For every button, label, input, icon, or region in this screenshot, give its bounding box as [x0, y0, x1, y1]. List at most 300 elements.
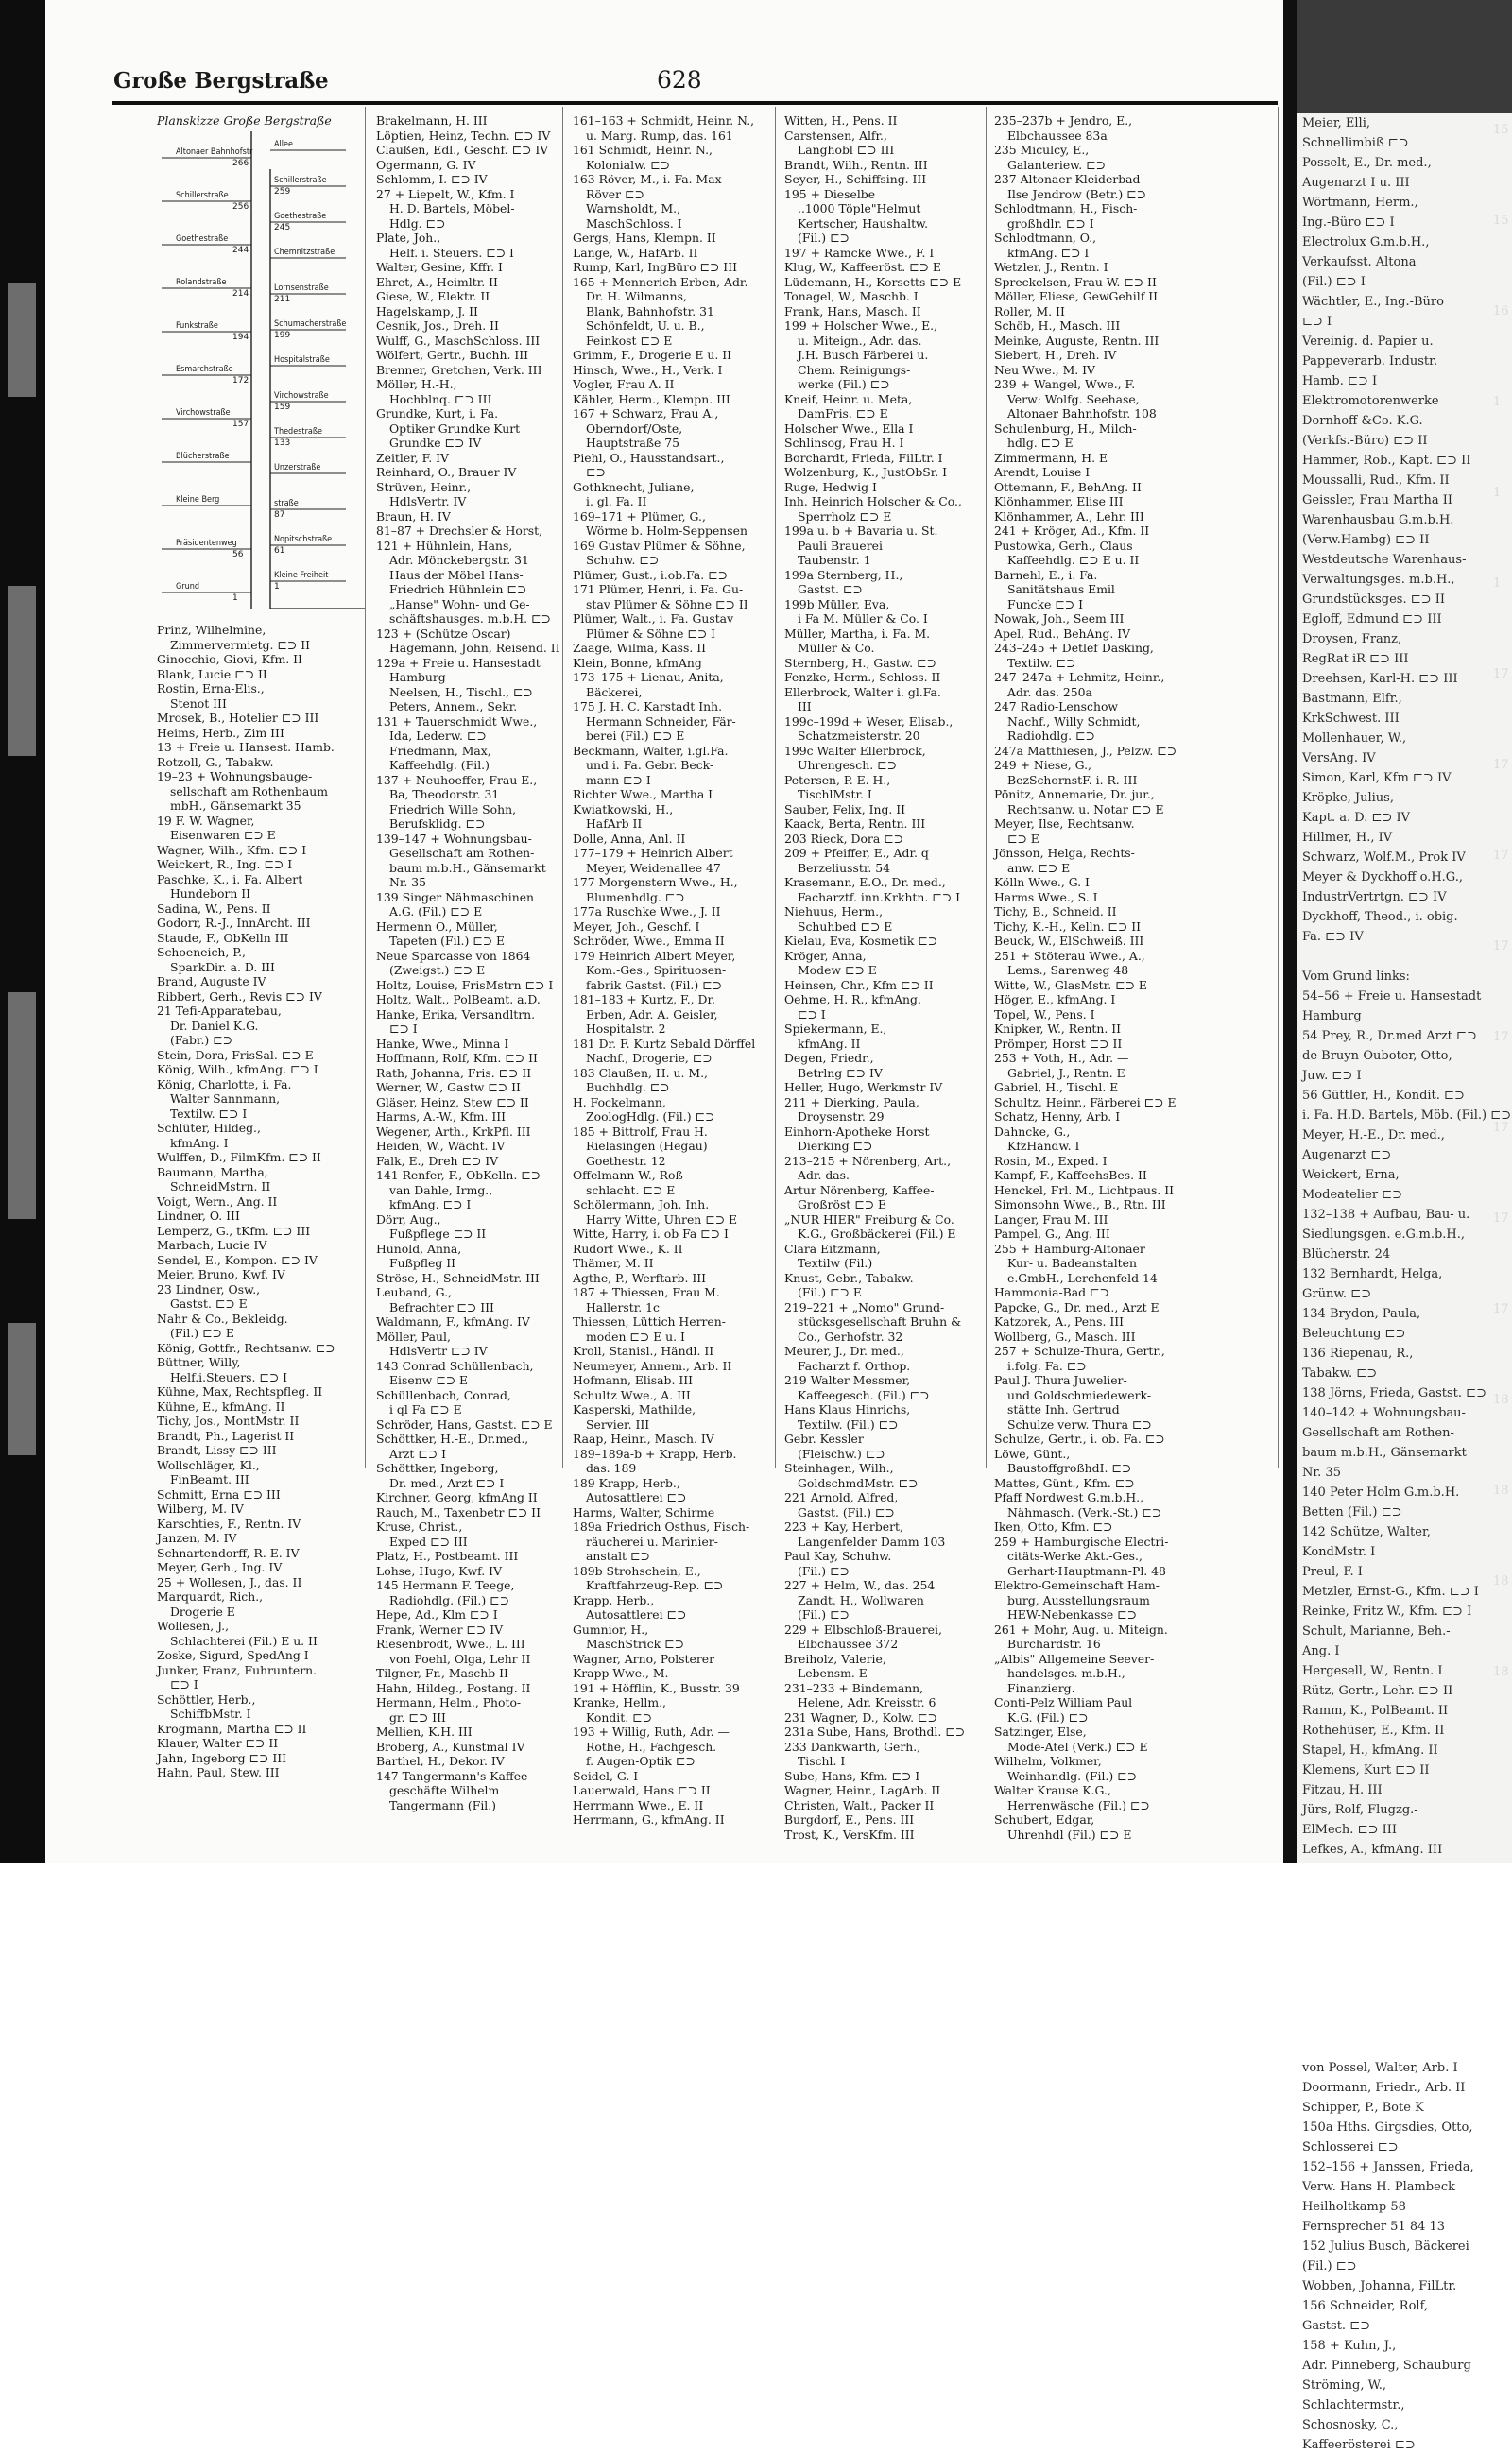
directory-entry: burg, Ausstellungsraum — [1007, 1592, 1150, 1607]
directory-entry: Rütz, Gertr., Lehr. ⊏⊃ II — [1302, 1684, 1453, 1698]
directory-entry: 247a Matthiesen, J., Pelzw. ⊏⊃ — [994, 743, 1177, 758]
directory-entry: TischlMstr. I — [798, 787, 872, 801]
sketch-house-number: 194 — [232, 333, 249, 342]
directory-entry: Herrenwäsche (Fil.) ⊏⊃ — [1007, 1797, 1150, 1812]
directory-entry: 173–175 + Lienau, Anita, — [573, 670, 724, 684]
directory-entry: Harry Witte, Uhren ⊏⊃ E — [586, 1211, 738, 1227]
directory-entry: Kasperski, Mathilde, — [573, 1402, 696, 1416]
sketch-house-number: 1 — [274, 582, 280, 592]
directory-entry: Wölfert, Gertr., Buchh. III — [376, 348, 529, 362]
directory-entry: Neu Wwe., M. IV — [994, 362, 1095, 377]
scan-artifact — [8, 283, 36, 397]
directory-entry: KondMstr. I — [1302, 1545, 1376, 1559]
directory-entry: (Fil.) ⊏⊃ — [1302, 2259, 1357, 2274]
directory-entry: Taubenstr. 1 — [798, 553, 871, 567]
directory-entry: Kolonialw. ⊏⊃ — [586, 157, 670, 172]
directory-entry: fabrik Gastst. (Fil.) ⊏⊃ — [586, 977, 723, 992]
directory-entry: „NUR HIER" Freiburg & Co. — [784, 1211, 954, 1227]
sketch-house-number: 266 — [232, 159, 249, 168]
directory-entry: 81–87 + Drechsler & Horst, — [376, 524, 543, 538]
directory-entry: Kähler, Herm., Klempn. III — [573, 391, 730, 406]
directory-entry: Dr. Daniel K.G. — [170, 1018, 259, 1033]
directory-entry: Simonsohn Wwe., B., Rtn. III — [994, 1197, 1166, 1211]
directory-entry: Juw. ⊏⊃ I — [1302, 1069, 1362, 1083]
directory-entry: 199c Walter Ellerbrock, — [784, 743, 926, 758]
directory-entry: 249 + Niese, G., — [994, 758, 1091, 772]
directory-entry: Preul, F. I — [1302, 1565, 1363, 1579]
directory-entry: 13 + Freie u. Hansest. Hamb. — [157, 740, 335, 754]
adjacent-page-number: 1 — [1493, 395, 1502, 409]
directory-entry: 227 + Helm, W., das. 254 — [784, 1578, 936, 1592]
directory-entry: Jürs, Rolf, Flugzg.- — [1302, 1803, 1418, 1817]
directory-entry: handelsges. m.b.H., — [1007, 1666, 1125, 1680]
sketch-street-label: Thedestraße — [274, 427, 322, 437]
column-divider — [1278, 107, 1279, 1468]
directory-entry: J.H. Busch Färberei u. — [798, 348, 929, 362]
directory-entry: Elbchaussee 83a — [1007, 128, 1108, 143]
directory-entry: Burchardstr. 16 — [1007, 1637, 1101, 1651]
directory-entry: 56 Güttler, H., Kondit. ⊏⊃ — [1302, 1089, 1465, 1103]
directory-entry: Kröpke, Julius, — [1302, 791, 1394, 805]
directory-entry: Wagner, Heinr., LagArb. II — [784, 1783, 941, 1797]
adjacent-page-number: 1 — [1493, 486, 1502, 500]
directory-entry: Schatz, Henny, Arb. I — [994, 1109, 1121, 1124]
directory-entry: Mollenhauer, W., — [1302, 731, 1407, 746]
directory-entry: (Zweigst.) ⊏⊃ E — [389, 963, 486, 977]
directory-entry: Kranke, Hellm., — [573, 1695, 666, 1709]
directory-entry: 243–245 + Detlef Dasking, — [994, 641, 1154, 655]
directory-entry: Finanzierg. — [1007, 1680, 1075, 1695]
directory-entry: H. D. Bartels, Möbel- — [389, 201, 515, 215]
directory-entry: Peters, Annem., Sekr. — [389, 699, 518, 713]
sketch-house-number: 172 — [232, 376, 249, 386]
directory-entry: Galanteriew. ⊏⊃ — [1007, 157, 1107, 172]
directory-entry: gr. ⊏⊃ III — [389, 1709, 446, 1725]
directory-entry: Dr. med., Arzt ⊏⊃ I — [389, 1475, 505, 1490]
directory-entry: Helf.i.Steuers. ⊏⊃ I — [170, 1369, 288, 1384]
directory-entry: Nähmasch. (Verk.-St.) ⊏⊃ — [1007, 1504, 1162, 1519]
directory-entry: Wörme b. Holm-Seppensen — [586, 524, 747, 538]
directory-entry: Ottemann, F., BehAng. II — [994, 479, 1142, 494]
directory-entry: sellschaft am Rothenbaum — [170, 783, 328, 798]
directory-entry: Röver ⊏⊃ — [586, 186, 644, 201]
directory-entry: Gesellschaft am Rothen- — [389, 846, 535, 860]
directory-entry: Vogler, Frau A. II — [573, 377, 675, 391]
directory-entry: 54 Prey, R., Dr.med Arzt ⊏⊃ — [1302, 1029, 1477, 1043]
sketch-house-number: 159 — [274, 403, 291, 412]
directory-entry: Spiekermann, E., — [784, 1021, 887, 1036]
directory-column-2 — [376, 113, 560, 1812]
directory-entry: Gastst. ⊏⊃ E — [170, 1296, 248, 1311]
street-sketch-map — [157, 131, 389, 623]
directory-entry: 251 + Stöterau Wwe., A., — [994, 948, 1145, 963]
directory-entry: Grünw. ⊏⊃ — [1302, 1287, 1372, 1301]
directory-entry: 169 Gustav Plümer & Söhne, — [573, 538, 746, 553]
directory-entry: Platz, H., Postbeamt. III — [376, 1549, 519, 1563]
directory-entry: e.GmbH., Lerchenfeld 14 — [1007, 1270, 1158, 1285]
directory-entry: 247 Radio-Lenschow — [994, 699, 1119, 713]
directory-entry: 187 + Thiessen, Frau M. — [573, 1285, 720, 1299]
directory-entry: Lebensm. E — [798, 1666, 868, 1680]
directory-entry: 141 Renfer, F., ObKelln. ⊏⊃ — [376, 1168, 541, 1182]
directory-entry: Strüven, Heinr., — [376, 479, 472, 494]
directory-entry: 150a Hths. Girgsdies, Otto, — [1302, 2120, 1473, 2135]
page-number: 628 — [657, 66, 702, 94]
directory-entry: Krapp Wwe., M. — [573, 1666, 669, 1680]
directory-entry: Gothknecht, Juliane, — [573, 479, 695, 494]
directory-entry: Großröst ⊏⊃ E — [798, 1197, 887, 1211]
sketch-house-number: 256 — [232, 202, 249, 212]
directory-entry: Buchhdlg. ⊏⊃ — [586, 1080, 670, 1094]
directory-entry: 259 + Hamburgische Electri- — [994, 1534, 1169, 1549]
directory-entry: Knust, Gebr., Tabakw. — [784, 1270, 914, 1285]
directory-entry: Hochblnq. ⊏⊃ III — [389, 391, 492, 406]
directory-entry: Kühne, Max, Rechtspfleg. II — [157, 1384, 323, 1399]
directory-entry: Kertscher, Haushaltw. — [798, 215, 929, 231]
directory-entry: Simon, Karl, Kfm ⊏⊃ IV — [1302, 771, 1452, 785]
directory-entry: Eisenwaren ⊏⊃ E — [170, 828, 276, 842]
directory-entry: Hamb. ⊏⊃ I — [1302, 374, 1378, 388]
directory-entry: Seidel, G. I — [573, 1768, 639, 1783]
directory-entry: 131 + Tauerschmidt Wwe., — [376, 713, 538, 729]
directory-entry: Kur- u. Badeanstalten — [1007, 1256, 1137, 1270]
directory-entry: Staude, F., ObKelln III — [157, 930, 289, 945]
directory-entry: HdlsVertr ⊏⊃ IV — [389, 1344, 488, 1358]
adjacent-page-number: 1 — [1493, 576, 1502, 591]
directory-entry: Blücherstr. 24 — [1302, 1247, 1391, 1262]
directory-entry: Jönsson, Helga, Rechts- — [994, 846, 1135, 860]
directory-entry: 189 Krapp, Herb., — [573, 1475, 680, 1490]
directory-entry: Wobben, Johanna, FilLtr. — [1302, 2279, 1457, 2293]
directory-entry: A.G. (Fil.) ⊏⊃ E — [389, 904, 483, 918]
directory-entry: Topel, W., Pens. I — [994, 1006, 1095, 1021]
directory-entry: Schnellimbiß ⊏⊃ — [1302, 136, 1409, 150]
directory-entry: Befrachter ⊏⊃ III — [389, 1299, 494, 1314]
directory-entry: Krasemann, E.O., Dr. med., — [784, 875, 946, 889]
sketch-street-label: Grund — [176, 582, 200, 592]
scan-artifact — [8, 586, 36, 756]
sketch-house-number: 199 — [274, 331, 291, 340]
directory-entry: Einhorn-Apotheke Horst — [784, 1124, 930, 1139]
directory-entry: Paschke, K., i. Fa. Albert — [157, 871, 303, 886]
directory-entry: 247–247a + Lehmitz, Heinr., — [994, 670, 1165, 684]
adjacent-page-number: 16 — [1493, 304, 1509, 318]
directory-entry: Herrmann Wwe., E. II — [573, 1797, 704, 1812]
directory-entry: 213–215 + Nörenberg, Art., — [784, 1153, 952, 1168]
directory-entry: Hallerstr. 1c — [586, 1299, 660, 1314]
directory-entry: Walter Krause K.G., — [994, 1783, 1111, 1797]
directory-entry: Weinhandlg. (Fil.) ⊏⊃ — [1007, 1768, 1137, 1783]
directory-entry: Fenzke, Herm., Schloss. II — [784, 670, 941, 684]
directory-entry: Brand, Auguste IV — [157, 974, 266, 988]
directory-entry: 229 + Elbschloß-Brauerei, — [784, 1622, 942, 1637]
directory-entry: Plümer & Söhne ⊏⊃ I — [586, 626, 716, 641]
directory-entry: Egloff, Edmund ⊏⊃ III — [1302, 612, 1442, 627]
directory-entry: i.folg. Fa. ⊏⊃ — [1007, 1358, 1087, 1373]
directory-entry: Nahr & Co., Bekleidg. — [157, 1311, 288, 1326]
directory-entry: ⊏⊃ I — [170, 1677, 198, 1691]
directory-entry: Witte, Harry, i. ob Fa ⊏⊃ I — [573, 1227, 729, 1241]
sketch-house-number: 245 — [274, 223, 291, 232]
directory-entry: Tischl. I — [798, 1754, 846, 1768]
directory-entry: berei (Fil.) ⊏⊃ E — [586, 729, 685, 743]
directory-entry: 179 Heinrich Albert Meyer, — [573, 948, 736, 963]
directory-entry: Sendel, E., Kompon. ⊏⊃ IV — [157, 1252, 318, 1267]
directory-entry: Gerhart-Hauptmann-Pl. 48 — [1007, 1563, 1166, 1578]
directory-entry: Marbach, Lucie IV — [157, 1238, 267, 1252]
directory-entry: Schröder, Hans, Gastst. ⊏⊃ E — [376, 1416, 553, 1432]
directory-entry: Verw. Hans H. Plambeck — [1302, 2180, 1455, 2194]
directory-entry: Broberg, A., Kunstmal IV — [376, 1739, 525, 1754]
directory-entry: Sanitätshaus Emil — [1007, 582, 1115, 596]
directory-entry: Kaffeerösterei ⊏⊃ — [1302, 2438, 1416, 2452]
directory-entry: König, Wilh., kfmAng. ⊏⊃ I — [157, 1062, 318, 1076]
directory-entry: Papcke, G., Dr. med., Arzt E — [994, 1299, 1160, 1314]
directory-entry: Kirchner, Georg, kfmAng II — [376, 1490, 538, 1504]
directory-entry: 199 + Holscher Wwe., E., — [784, 318, 938, 333]
directory-entry: Gastst. ⊏⊃ — [1302, 2319, 1371, 2333]
directory-entry: Gastst. ⊏⊃ — [798, 582, 863, 596]
directory-entry: Nachf., Drogerie, ⊏⊃ — [586, 1051, 713, 1065]
directory-entry: IndustrVertrtgn. ⊏⊃ IV — [1302, 890, 1447, 904]
directory-entry: Klönhammer, Elise III — [994, 494, 1124, 508]
sketch-street-label: Blücherstraße — [176, 452, 230, 461]
directory-entry: Frank, Werner ⊏⊃ IV — [376, 1622, 504, 1637]
directory-entry: Dyckhoff, Theod., i. obig. — [1302, 910, 1458, 924]
directory-entry: 185 + Bittrolf, Frau H. — [573, 1124, 708, 1139]
directory-entry: Warenhausbau G.m.b.H. — [1302, 513, 1454, 527]
directory-entry: Arzt ⊏⊃ I — [389, 1446, 447, 1461]
directory-entry: 199b Müller, Eva, — [784, 596, 890, 611]
directory-entry: 165 + Mennerich Erben, Adr. — [573, 274, 748, 289]
directory-entry: Meyer, H.-E., Dr. med., — [1302, 1128, 1445, 1142]
sketch-street-label: Hospitalstraße — [274, 355, 330, 365]
directory-entry: Elbchaussee 372 — [798, 1637, 899, 1651]
directory-entry: Roller, M. II — [994, 303, 1065, 318]
directory-entry: 123 + (Schütze Oscar) — [376, 626, 511, 641]
sketch-street-label: Schillerstraße — [274, 176, 327, 185]
directory-entry: 219–221 + „Nomo" Grund- — [784, 1299, 945, 1314]
directory-entry: Thiessen, Lüttich Herren- — [573, 1314, 726, 1329]
directory-entry: Brakelmann, H. III — [376, 113, 488, 128]
directory-entry: „Hanse" Wohn- und Ge- — [389, 596, 530, 611]
directory-entry: Funcke ⊏⊃ I — [1007, 596, 1083, 611]
directory-entry: RegRat iR ⊏⊃ III — [1302, 652, 1409, 666]
directory-entry: Hergesell, W., Rentn. I — [1302, 1664, 1443, 1678]
directory-entry: Sube, Hans, Kfm. ⊏⊃ I — [784, 1768, 920, 1783]
directory-entry: Gumnior, H., — [573, 1622, 649, 1637]
directory-entry: Wetzler, J., Rentn. I — [994, 260, 1108, 274]
directory-entry: moden ⊏⊃ E u. I — [586, 1329, 685, 1344]
directory-entry: Prömper, Horst ⊏⊃ II — [994, 1036, 1123, 1051]
directory-entry: Schmitt, Erna ⊏⊃ III — [157, 1486, 281, 1502]
directory-entry: Junker, Franz, Fuhruntern. — [157, 1662, 318, 1677]
directory-entry: Katzorek, A., Pens. III — [994, 1314, 1125, 1329]
directory-entry: Voigt, Wern., Ang. II — [157, 1193, 278, 1209]
directory-entry: 257 + Schulze-Thura, Gertr., — [994, 1344, 1165, 1358]
directory-entry: i ql Fa ⊏⊃ E — [389, 1402, 462, 1416]
directory-entry: de Bruyn-Ouboter, Otto, — [1302, 1049, 1452, 1063]
directory-entry: Witte, W., GlasMstr. ⊏⊃ E — [994, 977, 1147, 992]
directory-entry: Modeatelier ⊏⊃ — [1302, 1188, 1403, 1202]
directory-entry: Kapt. a. D. ⊏⊃ IV — [1302, 811, 1411, 825]
directory-entry: (Fil.) ⊏⊃ — [798, 231, 850, 245]
directory-entry: K.G. (Fil.) ⊏⊃ — [1007, 1709, 1089, 1725]
directory-entry: Herrmann, G., kfmAng. II — [573, 1812, 725, 1827]
directory-entry: Tonagel, W., Maschb. I — [784, 289, 919, 303]
directory-entry: Meyer & Dyckhoff o.H.G., — [1302, 870, 1463, 884]
directory-entry: Harms, A.-W., Kfm. III — [376, 1109, 507, 1124]
directory-entry: Riesenbrodt, Wwe., L. III — [376, 1637, 525, 1651]
directory-entry: Sperrholz ⊏⊃ E — [798, 508, 892, 524]
directory-entry: „Albis" Allgemeine Seever- — [994, 1651, 1155, 1666]
directory-entry: Verkaufsst. Altona — [1302, 255, 1417, 269]
sketch-street-label: Präsidentenweg — [176, 539, 237, 548]
directory-entry: Augenarzt ⊏⊃ — [1302, 1148, 1392, 1162]
directory-entry: Friedrich Wille Sohn, — [389, 801, 517, 816]
directory-entry: Wolzenburg, K., JustObSr. I — [784, 465, 948, 479]
directory-entry: ZoologHdlg. (Fil.) ⊏⊃ — [586, 1109, 715, 1124]
directory-entry: Artur Nörenberg, Kaffee- — [784, 1182, 935, 1197]
directory-entry: Christen, Walt., Packer II — [784, 1797, 935, 1812]
directory-entry: Heilholtkamp 58 — [1302, 2200, 1406, 2214]
directory-entry: 261 + Mohr, Aug. u. Miteign. — [994, 1622, 1168, 1637]
directory-entry: Wächtler, E., Ing.-Büro — [1302, 295, 1444, 309]
directory-entry: Seyer, H., Schiffsing. III — [784, 172, 927, 186]
directory-entry: Geissler, Frau Martha II — [1302, 493, 1452, 507]
directory-entry: Hamburg — [1302, 1009, 1362, 1023]
directory-entry: Tapeten (Fil.) ⊏⊃ E — [389, 934, 506, 948]
directory-entry: Hammer, Rob., Kapt. ⊏⊃ II — [1302, 454, 1471, 468]
directory-entry: ⊏⊃ I — [1302, 315, 1332, 329]
directory-entry: Knipker, W., Rentn. II — [994, 1021, 1122, 1036]
directory-entry: Adr. das. — [798, 1168, 850, 1182]
directory-entry: Pustowka, Gerh., Claus — [994, 538, 1133, 553]
directory-entry: das. 189 — [586, 1461, 637, 1475]
directory-entry: Thämer, M. II — [573, 1256, 654, 1270]
directory-entry: kfmAng. ⊏⊃ I — [1007, 245, 1090, 260]
directory-entry: Kühne, E., kfmAng. II — [157, 1399, 285, 1414]
directory-entry: Warnsholdt, M., — [586, 201, 681, 215]
directory-column-1 — [157, 113, 363, 1779]
directory-entry: (Fleischw.) ⊏⊃ — [798, 1446, 885, 1461]
directory-entry: 189–189a-b + Krapp, Herb. — [573, 1446, 737, 1461]
directory-entry: Weickert, Erna, — [1302, 1168, 1400, 1182]
directory-entry: 132 Bernhardt, Helga, — [1302, 1267, 1443, 1281]
directory-entry: 193 + Willig, Ruth, Adr. — — [573, 1725, 730, 1739]
directory-entry: 147 Tangermann's Kaffee- — [376, 1768, 532, 1783]
directory-entry: HdlsVertr. IV — [389, 494, 467, 508]
directory-entry: Dörr, Aug., — [376, 1211, 441, 1227]
entry-list — [157, 623, 363, 1780]
directory-entry: 181–183 + Kurtz, F., Dr. — [573, 992, 715, 1006]
directory-entry: Dolle, Anna, Anl. II — [573, 831, 686, 846]
directory-entry: KrkSchwest. III — [1302, 712, 1400, 726]
directory-entry: Weickert, R., Ing. ⊏⊃ I — [157, 857, 293, 871]
directory-entry: kfmAng. ⊏⊃ I — [389, 1197, 472, 1211]
sketch-street-label: Rolandstraße — [176, 278, 227, 287]
directory-entry: Vom Grund links: — [1302, 970, 1410, 984]
directory-entry: Hinsch, Wwe., H., Verk. I — [573, 362, 723, 377]
directory-entry: Gergs, Hans, Klempn. II — [573, 231, 716, 245]
directory-entry: Schipper, P., Bote K — [1302, 2101, 1424, 2115]
adjacent-page-number: 17 — [1493, 939, 1509, 953]
sketch-house-number: 61 — [274, 546, 285, 556]
directory-entry: Hofmann, Elisab. III — [573, 1373, 694, 1387]
directory-entry: 209 + Pfeiffer, E., Adr. q — [784, 846, 929, 860]
directory-entry: 235 Miculcy, E., — [994, 143, 1090, 157]
directory-entry: Schatzmeisterstr. 20 — [798, 729, 920, 743]
sketch-street-label: Chemnitzstraße — [274, 248, 335, 257]
directory-entry: Ogermann, G. IV — [376, 157, 476, 172]
directory-entry: Schlomm, I. ⊏⊃ IV — [376, 172, 488, 186]
directory-entry: 145 Hermann F. Teege, — [376, 1578, 515, 1592]
directory-entry: Haus der Möbel Hans- — [389, 567, 524, 582]
directory-entry: Möller, H.-H., — [376, 377, 457, 391]
directory-entry: Kaffeehdlg. (Fil.) — [389, 758, 490, 772]
directory-entry: BaustoffgroßhdI. ⊏⊃ — [1007, 1461, 1132, 1475]
directory-entry: Pauli Brauerei — [798, 538, 883, 553]
directory-entry: Kaffeegesch. (Fil.) ⊏⊃ — [798, 1387, 930, 1402]
sketch-street-label: Funkstraße — [176, 321, 218, 331]
directory-entry: 167 + Schwarz, Frau A., — [573, 406, 719, 421]
directory-entry: Nr. 35 — [1302, 1466, 1341, 1480]
directory-entry: 23 Lindner, Osw., — [157, 1281, 261, 1296]
directory-entry: Nr. 35 — [389, 875, 427, 889]
directory-entry: Dreehsen, Karl-H. ⊏⊃ III — [1302, 672, 1458, 686]
directory-entry: 163 Röver, M., i. Fa. Max — [573, 172, 722, 186]
directory-entry: Degen, Friedr., — [784, 1051, 874, 1065]
directory-entry: Servier. III — [586, 1416, 650, 1432]
directory-entry: 239 + Wangel, Wwe., F. — [994, 377, 1136, 391]
directory-entry: Richter Wwe., Martha I — [573, 787, 713, 801]
directory-entry: 211 + Dierking, Paula, — [784, 1094, 919, 1109]
directory-entry: von Possel, Walter, Arb. I — [1302, 2061, 1458, 2075]
directory-column-5 — [994, 113, 1274, 1842]
directory-entry: Rechtsanw. u. Notar ⊏⊃ E — [1007, 801, 1164, 816]
directory-entry: 183 Claußen, H. u. M., — [573, 1065, 708, 1080]
directory-entry: Radiohdlg. ⊏⊃ — [1007, 729, 1095, 743]
directory-entry: Petersen, P. E. H., — [784, 772, 891, 787]
directory-entry: Kielau, Eva, Kosmetik ⊏⊃ — [784, 934, 938, 948]
scan-artifact — [8, 1323, 36, 1455]
adjacent-page-number: 17 — [1493, 1121, 1509, 1135]
directory-entry: Lefkes, A., kfmAng. III — [1302, 1843, 1443, 1857]
adjacent-page-number: 17 — [1493, 1030, 1509, 1044]
directory-entry: Lange, W., HafArb. II — [573, 245, 698, 260]
directory-entry: Lemperz, G., tKfm. ⊏⊃ III — [157, 1223, 311, 1238]
directory-entry: Kröger, Anna, — [784, 948, 867, 963]
sketch-street-label: Kleine Berg — [176, 495, 220, 505]
directory-entry: Elektromotorenwerke — [1302, 394, 1439, 408]
directory-entry: geschäfte Wilhelm — [389, 1783, 500, 1797]
directory-entry: Adr. Pinneberg, Schauburg — [1302, 2359, 1471, 2373]
directory-entry: Heiden, W., Wächt. IV — [376, 1139, 506, 1153]
directory-entry: Hermann Schneider, Fär- — [586, 713, 736, 729]
directory-entry: Witten, H., Pens. II — [784, 113, 898, 128]
directory-entry: Kölln Wwe., G. I — [994, 875, 1090, 889]
directory-entry: 21 Tefi-Apparatebau, — [157, 1004, 282, 1018]
directory-entry: Schubert, Edgar, — [994, 1812, 1095, 1827]
directory-entry: Ströming, W., — [1302, 2378, 1386, 2393]
directory-entry: Steinhagen, Wilh., — [784, 1461, 894, 1475]
directory-entry: Bäckerei, — [586, 684, 643, 699]
directory-entry: Pfaff Nordwest G.m.b.H., — [994, 1490, 1144, 1504]
directory-entry: 175 J. H. C. Karstadt Inh. — [573, 699, 723, 713]
directory-entry: Neelsen, H., Tischl., ⊏⊃ — [389, 684, 533, 699]
directory-entry: Gebr. Kessler — [784, 1432, 864, 1446]
directory-entry: Stapel, H., kfmAng. II — [1302, 1743, 1438, 1758]
